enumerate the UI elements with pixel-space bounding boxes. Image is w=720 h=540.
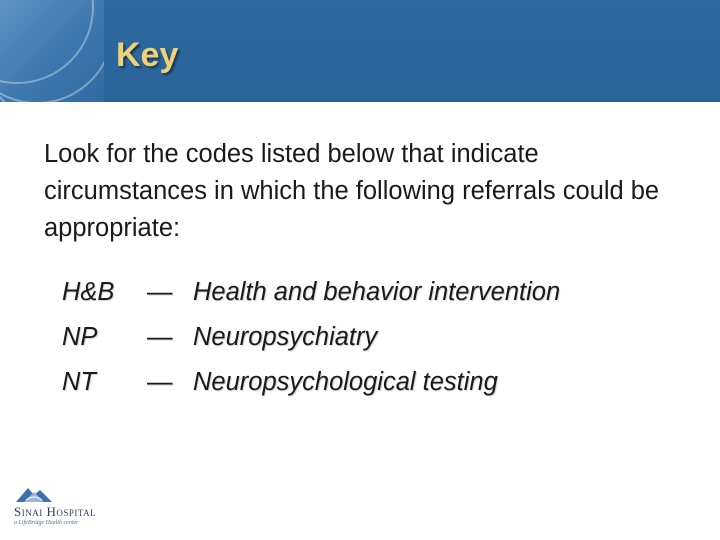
header-bar	[0, 0, 720, 102]
key-dash: —	[147, 278, 173, 306]
key-code: NT	[62, 368, 96, 396]
key-dash: —	[147, 323, 173, 351]
logo-tagline: a LifeBridge Health center	[14, 520, 79, 526]
slide-title: Key	[116, 36, 179, 74]
logo-name: Sinai Hospital	[14, 504, 97, 519]
header-decoration	[0, 0, 104, 102]
sinai-logo-mark-icon	[14, 484, 54, 504]
header-title-area	[104, 0, 720, 102]
sinai-hospital-logo	[14, 484, 134, 530]
key-description: Neuropsychiatry	[193, 323, 378, 351]
key-code: NP	[62, 323, 98, 351]
key-description: Health and behavior intervention	[193, 278, 561, 306]
key-dash: —	[147, 368, 173, 396]
key-code: H&B	[62, 278, 115, 306]
key-description: Neuropsychological testing	[193, 368, 498, 396]
intro-text: Look for the codes listed below that indicate circumstances in which the following referrals could be appropriate:	[44, 140, 660, 242]
